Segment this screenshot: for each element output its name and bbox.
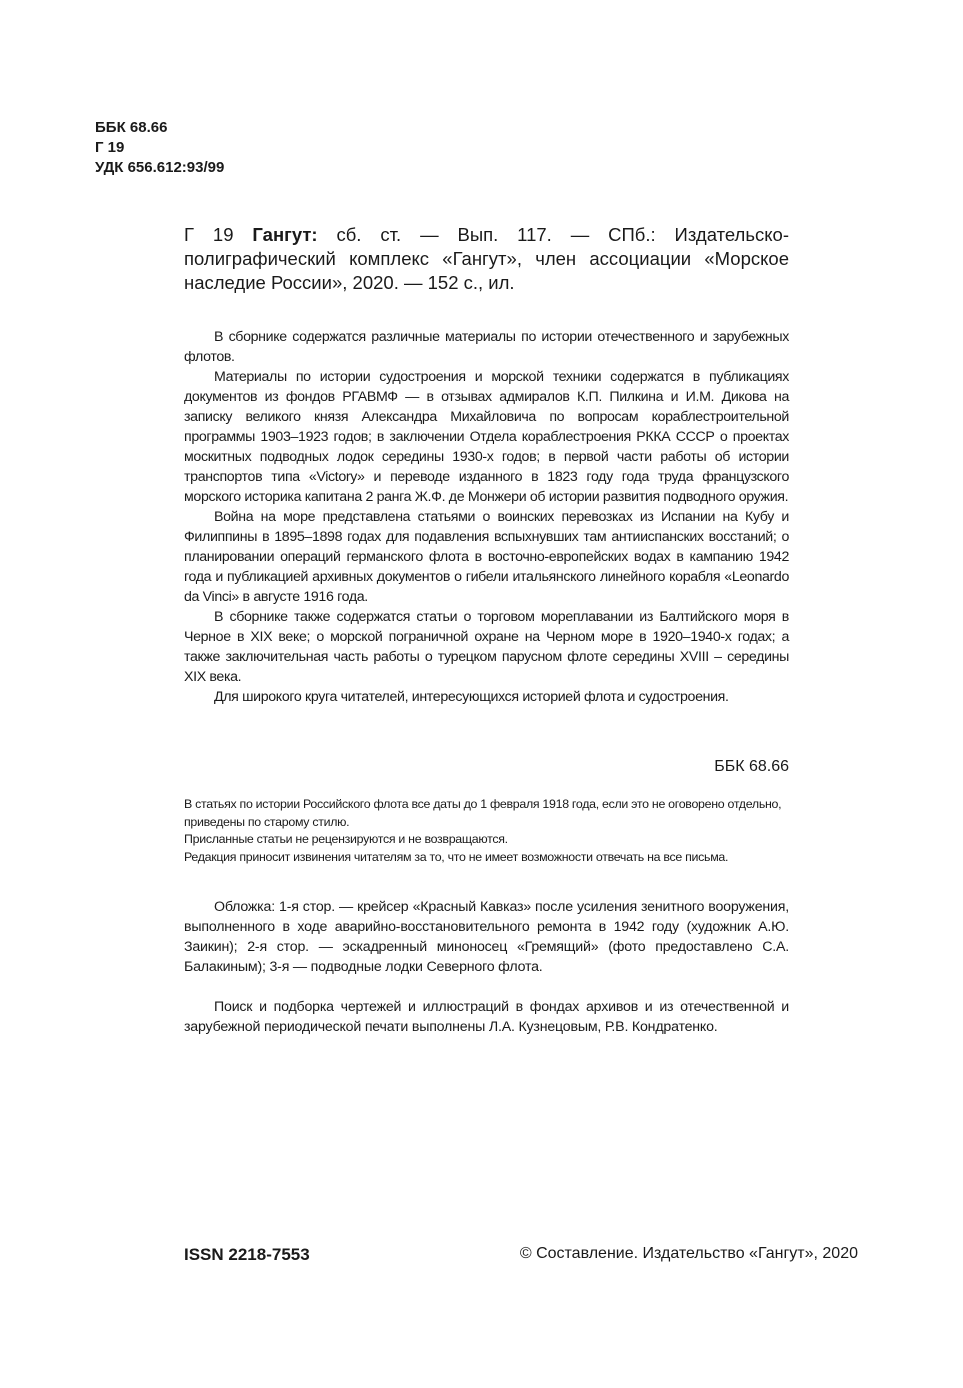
abstract-paragraph: В сборнике содержатся различные материалы по истории отечественного и зарубежных флотов. [184, 329, 789, 365]
udk-code: УДК 656.612:93/99 [95, 159, 225, 176]
abstract-paragraph: В сборнике также содержатся статьи о торговом мореплавании из Балтийского моря в Черное в XIX веке; о морской пограничной охране на Черном море в 1920–1940-х годах; а также заключительная часть работы о турецком парусном флоте середины XVIII – середины XIX века. [184, 609, 789, 685]
abstract-paragraph: Для широкого круга читателей, интересующихся историей флота и судостроения. [214, 689, 729, 705]
cover-info [184, 897, 789, 977]
biblio-title: Гангут: [252, 224, 318, 245]
cover-info-text: Обложка: 1-я стор. — крейсер «Красный Кавказ» после усиления зенитного вооружения, выполненного в ходе аварийно-восстановительного ремонта в 1942 году (художник А.Ю. Заикин); 2-я стор. — эскадренный миноносец «Гремящий» (фото предоставлено С.А. Балакиным); 3-я — подводные лодки Северного флота. [184, 899, 789, 975]
editorial-notes [184, 796, 789, 866]
copyright: © Составление. Издательство «Гангут», 2020 [519, 1245, 858, 1262]
bbk-code: ББК 68.66 [95, 119, 168, 136]
illustrations-credit [184, 997, 789, 1037]
editorial-note: Присланные статьи не рецензируются и не возвращаются. [184, 832, 508, 846]
classification-codes [95, 118, 224, 178]
bibliographic-entry [184, 223, 789, 295]
abstract [184, 327, 789, 707]
issn: ISSN 2218-7553 [184, 1245, 310, 1264]
illustrations-credit-text: Поиск и подборка чертежей и иллюстраций в фондах архивов и из отечественной и зарубежной периодической печати выполнены Л.А. Кузнецовым, Р.В. Кондратенко. [184, 999, 789, 1035]
editorial-note: В статьях по истории Российского флота все даты до 1 февраля 1918 года, если это не оговорено отдельно, приведены по старому стилю. [184, 797, 782, 829]
biblio-mark: Г 19 [184, 224, 234, 245]
abstract-paragraph: Материалы по истории судостроения и морской техники содержатся в публикациях документов из фондов РГАВМФ — в отзывах адмиралов К.П. Пилкина и И.М. Дикова на записку великого князя Александра Михайловича по вопросам кораблестроительной программы 1903–1923 годов; в заключении Отдела кораблестроения РККА СССР о проектах москитных подводных лодок середины 1930-х годов; в первой части работы об истории транспортов типа «Victory» и переводе изданного в 1823 году года труда французского морского историка капитана 2 ранга Ж.Ф. де Монжери об истории развития подводного оружия. [184, 369, 789, 505]
bbk-code-bottom: ББК 68.66 [714, 758, 789, 775]
author-mark: Г 19 [95, 139, 125, 156]
biblio-details: сб. ст. — Вып. 117. — СПб.: Издательско-полиграфический комплекс «Гангут», член ассоциации «Морское наследие России», 2020. — 152 с., ил. [184, 224, 789, 293]
editorial-note: Редакция приносит извинения читателям за то, что не имеет возможности отвечать на все письма. [184, 849, 729, 864]
abstract-paragraph: Война на море представлена статьями о воинских перевозках из Испании на Кубу и Филиппины в 1895–1898 годах для подавления вспыхнувших там антииспанских восстаний; о планировании операций германского флота в восточно-европейских водах в кампанию 1942 года и публикацией архивных документов о гибели итальянского линейного корабля «Leonardo da Vinci» в августе 1916 года. [184, 509, 789, 605]
